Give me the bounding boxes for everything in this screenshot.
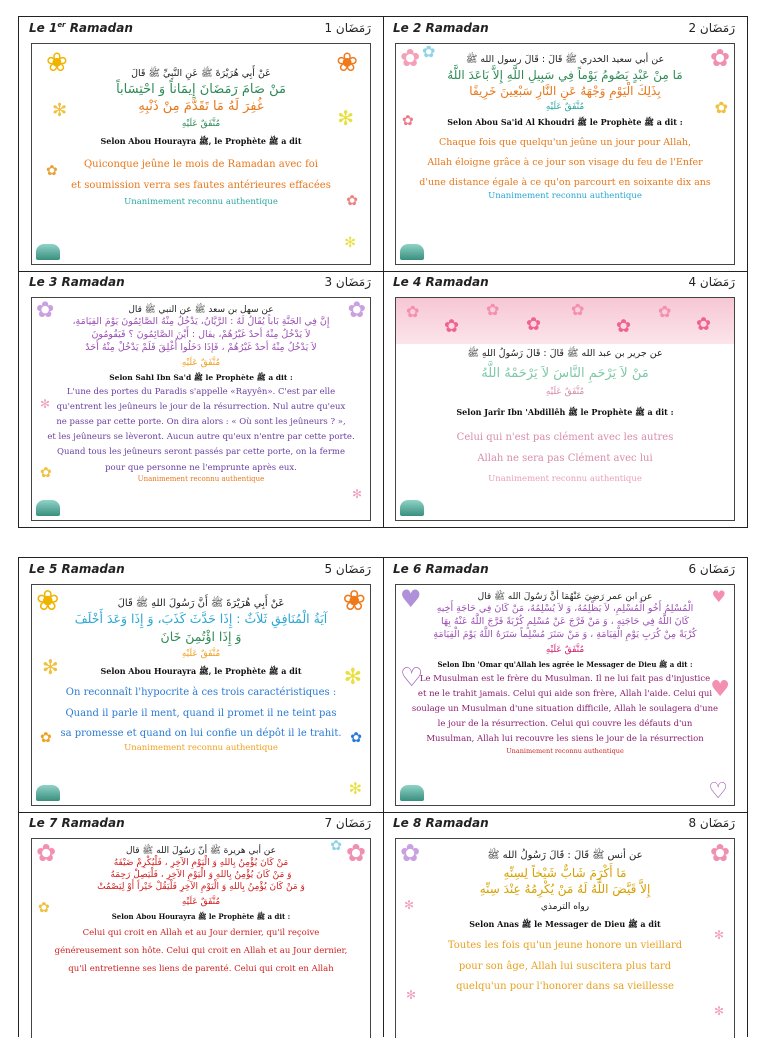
hadith-matn-line: الْمُسْلِمُ أَخُو الْمُسْلِمِ، لاَ يَظْلِمُهُ، وَ لاَ يُسْلِمُهُ، مَنْ كَانَ فِي حَاجَةِ أَخِيهِ: [436, 603, 694, 615]
flower-icon: ✿: [406, 302, 420, 321]
flower-icon: ✿: [714, 98, 728, 117]
translation-line: et les jeûneurs se lèveront. Aucun autre qu'eux n'entre par cette porte.: [47, 432, 355, 443]
translation-line: d'une distance égale à ce qu'on parcourt en soixante dix ans: [419, 176, 711, 188]
hadith-isnad: عَنْ أَبِي هُرَيْرَةَ ﷺ عَنِ النَّبِيِّ ﷺ قَالَ: [131, 68, 271, 79]
authenticity-note: Unanimement reconnu authentique: [124, 197, 278, 208]
flower-icon: ✿: [346, 193, 358, 209]
translation-line: Quand il parle il ment, quand il promet il ne teint pas: [65, 707, 337, 719]
sunflower-icon: ❀: [36, 584, 60, 617]
translation-line: Le Musulman est le frère du Musulman. Il ne lui fait pas d'injustice: [419, 673, 711, 684]
cell-day-5: [19, 558, 383, 812]
sparkle-icon: ✻: [713, 1004, 724, 1018]
flower-icon: ✿: [696, 314, 712, 335]
translation-line: ne passe par cette porte. On dira alors : « Où sont les jeûneurs ? »,: [56, 417, 346, 428]
hadith-card: [31, 584, 371, 806]
authenticity-note: Unanimement reconnu authentique: [506, 746, 624, 755]
hadith-matn-line: مَا مِنْ عَبْدٍ يَصُومُ يَوْماً فِي سَبِيلِ اللَّهِ إِلاَّ بَاعَدَ اللَّهُ: [447, 67, 683, 82]
narrator-fr: Selon Abou Hourayra ﷺ le Prophète ﷺ a dit :: [111, 911, 291, 921]
narrator-fr: Selon Sahl Ibn Sa'd ﷺ le Prophète ﷺ a dit :: [109, 372, 293, 382]
hadith-card: [395, 584, 735, 806]
sunflower-icon: ❀: [342, 584, 366, 617]
translation-line: Allah éloigne grâce à ce jour son visage du feu de l'Enfer: [427, 156, 703, 168]
day-title-fr: Le 3 Ramadan: [29, 275, 125, 289]
translation-line: On reconnaît l'hypocrite à ces trois caractéristiques :: [65, 687, 337, 699]
translation-line: généreusement son hôte. Celui qui croit en Allah et au Jour dernier,: [54, 945, 348, 956]
narrator-fr: Selon Abou Sa'id Al Khoudri ﷺ le Prophète ﷺ a dit :: [447, 117, 683, 128]
translation-line: Toutes les fois qu'un jeune honore un vieillard: [447, 940, 683, 952]
narrator-fr: Selon Anas ﷺ le Messager de Dieu ﷺ a dit: [469, 919, 661, 930]
cell-header: [19, 812, 383, 834]
mosque-logo-icon: [400, 244, 424, 260]
translation-line: Musulman, Allah lui recouvre les siens le jour de la résurrection: [426, 734, 704, 745]
narrator-fr: Selon Abou Hourayra ﷺ, le Prophète ﷺ a dit: [100, 666, 302, 677]
sparkle-icon: ✻: [351, 487, 362, 501]
sunflower-icon: ❀: [46, 48, 68, 78]
translation-line: pour son âge, Allah lui suscitera plus tard: [458, 960, 672, 972]
flower-icon: ✿: [709, 44, 730, 72]
hadith-matn-line: إِلاَّ قَيَّضَ اللَّهُ لَهُ مَنْ يُكْرِمُهُ عِنْدَ سِنِّهِ: [479, 881, 651, 896]
day-title-ar: 5 رَمَضَان: [324, 562, 371, 576]
hadith-matn-line: مَا أَكْرَمَ شَابٌّ شَيْخاً لِسِنِّهِ: [503, 865, 627, 880]
translation-line: Chaque fois que quelqu'un jeûne un jour pour Allah,: [438, 137, 692, 149]
sparkle-icon: ✻: [344, 235, 356, 251]
hadith-matn-line: بِذَلِكَ الْيَوْمِ وَجْهَهُ عَنِ النَّارِ سَبْعِينَ خَرِيفًا: [469, 84, 661, 98]
sparkle-icon: ✻: [404, 898, 415, 912]
flower-icon: ✿: [40, 465, 52, 481]
hadith-matn-line: مَنْ كَانَ يُؤْمِنُ بِاللهِ وَ الْيَوْمِ الآخِرِ ، فَلْيُكْرِمْ ضَيْفَهُ: [113, 858, 289, 869]
hadith-matn-line: لاَ يَدْخُلُ مِنْهُ أحدٌ غَيْرُهُمْ ، فَإذَا دَخَلُوا أُغْلِقَ فَلَمْ يَدْخُلْ مِنْهُ أَحَدٌ: [85, 341, 317, 353]
hadith-matn-line: كُرْبَةً مِنْ كُرَبِ يَوْمِ الْقِيَامَةِ ، وَ مَنْ سَتَرَ مُسْلِماً سَتَرَهُ اللَّهُ يَوْمَ الْقِيَامَةِ: [433, 628, 697, 640]
hadith-matn-line: وَ مَنْ كَانَ يُؤْمِنُ بِاللهِ وَ الْيَوْمِ الآخِرِ فَلْيَقُلْ خَيْراً أَوْ لِيَصْمُتْ: [97, 882, 305, 893]
sheet-grid: [18, 557, 748, 1037]
hadith-isnad: عن ابن عمر رَضِيَ عَنْهُمَا أنَّ رَسُولَ الله ﷺ قال: [477, 592, 653, 602]
hadith-matn-line: آيَةُ الْمُنَافِقِ ثَلاَثٌ : إِذَا حَدَّثَ كَذَبَ، وَ إِذَا وَعَدَ أَخْلَفَ: [74, 610, 328, 626]
mosque-logo-icon: [36, 500, 60, 516]
translation-line: pour que personne ne l'emprunte après eux.: [105, 462, 297, 473]
day-title-fr: Le 5 Ramadan: [29, 562, 125, 576]
cell-header: [383, 271, 747, 293]
cell-header: [383, 558, 747, 580]
flower-icon: ✿: [330, 838, 342, 854]
day-title-ar: 2 رَمَضَان: [688, 21, 735, 35]
translation-line: qu'il entretienne ses liens de parenté. Celui qui croit en Allah: [68, 963, 334, 974]
translation-line: quelqu'un pour l'honorer dans sa vieillesse: [456, 981, 674, 993]
translation-line: L'une des portes du Paradis s'appelle «Rayyên». C'est par elle: [66, 386, 336, 397]
flower-icon: ✿: [526, 314, 542, 335]
mosque-logo-icon: [400, 785, 424, 801]
authenticity-note: Unanimement reconnu authentique: [488, 473, 642, 484]
flower-icon: ✿: [400, 839, 421, 867]
hadith-source: مُتَّفَقٌ عَلَيْهِ: [545, 387, 585, 398]
heart-icon: ♥: [400, 585, 422, 613]
flower-icon: ✿: [38, 900, 50, 916]
cell-day-4: [383, 271, 747, 527]
heart-icon: ♥: [710, 677, 730, 702]
day-title-fr: Le 2 Ramadan: [393, 21, 489, 35]
hadith-matn-line: كَانَ اللَّهُ فِي حَاجَتِهِ ، وَ مَنْ فَرَّجَ عَنْ مُسْلِمٍ كُرْبَةً فَرَّجَ اللَّهُ عَنْهُ بِهَا: [440, 615, 690, 627]
translation-line: Allah ne sera pas Clément avec lui: [477, 453, 653, 464]
flower-icon: ✿: [345, 839, 366, 867]
day-title-ar: 7 رَمَضَان: [324, 816, 371, 830]
sparkle-icon: ✻: [337, 106, 354, 130]
hadith-card: [31, 43, 371, 265]
cell-header: [383, 812, 747, 834]
cell-day-1: [19, 17, 383, 271]
heart-icon: ♥: [711, 587, 726, 606]
translation-line: soulage un Musulman d'une situation difficile, Allah le soulagera d'une: [411, 704, 719, 715]
hadith-card: [31, 838, 371, 1038]
cell-day-8: [383, 812, 747, 1038]
hadith-source: مُتَّفَقٌ عَلَيْهِ: [181, 118, 221, 129]
authenticity-note: Unanimement reconnu authentique: [137, 474, 265, 483]
hadith-source: مُتَّفَقٌ عَلَيْهِ: [181, 649, 221, 660]
day-title-ar: 8 رَمَضَان: [688, 816, 735, 830]
translation-line: Celui qui croit en Allah et au Jour dernier, qu'il reçoive: [82, 927, 320, 938]
sparkle-icon: ✻: [343, 665, 362, 690]
cell-day-6: [383, 558, 747, 812]
sparkle-icon: ✻: [713, 928, 724, 942]
translation-line: le jour de la résurrection. Celui qui couvre les défauts d'un: [437, 719, 693, 730]
cell-header: [383, 17, 747, 39]
flower-icon: ✿: [36, 839, 57, 867]
flower-icon: ✿: [350, 730, 362, 746]
flower-icon: ✿: [616, 316, 632, 337]
narrator-fr: Selon Jarîr Ibn 'Abdillêh ﷺ le Prophète ﷺ a dit :: [456, 406, 674, 417]
day-title-fr: Le 8 Ramadan: [393, 816, 489, 830]
hadith-isnad: عن جرير بن عبد الله ﷺ قَالَ : قَالَ رَسُولُ اللهِ ﷺ: [467, 348, 663, 359]
day-title-fr: Le 4 Ramadan: [393, 275, 489, 289]
hadith-source: رواه الترمذي: [540, 901, 590, 912]
hadith-card: [31, 297, 371, 521]
day-title-fr: Le 1er Ramadan: [29, 21, 133, 35]
cell-day-2: [383, 17, 747, 271]
cell-header: [19, 17, 383, 39]
mosque-logo-icon: [400, 500, 424, 516]
translation-line: et soumission verra ses fautes antérieures effacées: [71, 179, 331, 191]
heart-icon: ♡: [708, 779, 728, 804]
flower-icon: ✿: [422, 43, 436, 61]
hadith-matn-line: وَ مَنْ كَانَ يُؤْمِنُ بِاللهِ وَ الْيَوْمِ الآخِرِ ، فَلْيَصِلْ رَحِمَهُ: [110, 870, 292, 881]
hadith-source: مُتَّفَقٌ عَلَيْهِ: [181, 357, 221, 368]
hadith-card: [395, 297, 735, 521]
cell-header: [19, 558, 383, 580]
flower-icon: ✿: [658, 302, 672, 321]
sparkle-icon: ✻: [40, 397, 51, 411]
cell-day-3: [19, 271, 383, 527]
day-title-fr: Le 6 Ramadan: [393, 562, 489, 576]
translation-line: et ne le trahit jamais. Celui qui aide son frère, Allah l'aide. Celui qui: [417, 688, 713, 699]
hadith-isnad: عن أنس ﷺ قَالَ : قَالَ رَسُولُ الله ﷺ: [487, 850, 643, 861]
hadith-source: مُتَّفَقٌ عَلَيْهِ: [545, 102, 585, 113]
day-title-fr: Le 7 Ramadan: [29, 816, 125, 830]
translation-line: sa promesse et quand on lui confie un dépôt il le trahit.: [60, 728, 342, 740]
hadith-matn-line: وَ إِذَا اؤْتُمِنَ خَانَ: [160, 629, 242, 645]
sunflower-icon: ❀: [336, 48, 358, 78]
flower-icon: ✿: [347, 298, 366, 323]
cell-header: [19, 271, 383, 293]
hadith-matn-line: مَنْ صَامَ رَمَضَانَ إِيمَاناً وَ احْتِسَاباً: [116, 81, 286, 97]
day-title-ar: 3 رَمَضَان: [324, 275, 371, 289]
sparkle-icon: ✻: [348, 779, 362, 798]
sparkle-icon: ✻: [52, 100, 68, 121]
hadith-source: مُتَّفَقٌ عَلَيْهِ: [181, 896, 221, 907]
narrator-fr: Selon Abou Hourayra ﷺ, le Prophète ﷺ a dit: [100, 136, 302, 147]
flower-icon: ✿: [402, 113, 414, 129]
hadith-isnad: عن أبي هريرة ﷺ أنّ رَسُولَ الله ﷺ قال: [125, 846, 277, 856]
authenticity-note: Unanimement reconnu authentique: [124, 742, 278, 753]
flower-icon: ✿: [46, 163, 58, 179]
flower-icon: ✿: [486, 300, 500, 319]
sparkle-icon: ✻: [42, 655, 59, 679]
sparkle-icon: ✻: [406, 988, 417, 1002]
hadith-card: [395, 838, 735, 1038]
cell-day-7: [19, 812, 383, 1038]
flower-icon: ✿: [400, 44, 421, 72]
hadith-matn-line: إِنَّ فِي الجَنَّةِ بَاباً يُقَالُ لَهُ : الرَّيَّانُ، يَدْخُلُ مِنْهُ الصَّائِمُونَ يَوْمَ القِيَامَةِ،: [72, 316, 330, 328]
hadith-card: [395, 43, 735, 265]
mosque-logo-icon: [36, 785, 60, 801]
hadith-matn-line: غُفِرَ لَهُ مَا تَقَدَّمَ مِنْ ذَنْبِهِ: [138, 99, 264, 115]
hadith-matn-line: مَنْ لاَ يَرْحَمِ النَّاسَ لاَ يَرْحَمْهُ اللَّهُ: [481, 365, 649, 381]
hadith-isnad: عن سهل بن سعد ﷺ عن النبي ﷺ قال: [128, 305, 274, 315]
mosque-logo-icon: [36, 244, 60, 260]
heart-icon: ♡: [400, 663, 424, 693]
day-title-ar: 1 رَمَضَان: [324, 21, 371, 35]
flower-icon: ✿: [40, 730, 52, 746]
day-title-ar: 6 رَمَضَان: [688, 562, 735, 576]
flower-icon: ✿: [571, 300, 585, 319]
hadith-source: مُتَّفَقٌ عَلَيْهِ: [545, 644, 585, 655]
day-title-ar: 4 رَمَضَان: [688, 275, 735, 289]
hadith-isnad: عن أبي سعيد الخدري ﷺ قَالَ : قَالَ رسول الله ﷺ: [465, 54, 665, 65]
flower-icon: ✿: [444, 316, 460, 337]
sheet-grid: [18, 16, 748, 528]
flower-icon: ✿: [36, 298, 55, 323]
hadith-isnad: عَنْ أَبِي هُرَيْرَةَ ﷺ أَنَّ رَسُولَ اللهِ ﷺ قَالَ: [117, 598, 285, 609]
translation-line: Quand tous les jeûneurs seront passés par cette porte, on la ferme: [57, 447, 345, 458]
translation-line: Celui qui n'est pas clément avec les autres: [456, 431, 674, 443]
translation-line: qu'entrent les jeûneurs le jour de la résurrection. Nul autre qu'eux: [56, 401, 346, 412]
hadith-matn-line: لاَ يَدْخُلُ مِنْهُ أحدٌ غَيْرُهُمْ، يقال : أَيْنَ الصَّائِمُونَ ؟ فَيَقُومُونَ: [91, 328, 311, 340]
narrator-fr: Selon Ibn 'Omar qu'Allah les agrée le Messager de Dieu ﷺ a dit :: [437, 659, 693, 669]
flower-icon: ✿: [709, 839, 730, 867]
translation-line: Quiconque jeûne le mois de Ramadan avec foi: [83, 159, 318, 171]
authenticity-note: Unanimement reconnu authentique: [488, 191, 642, 202]
